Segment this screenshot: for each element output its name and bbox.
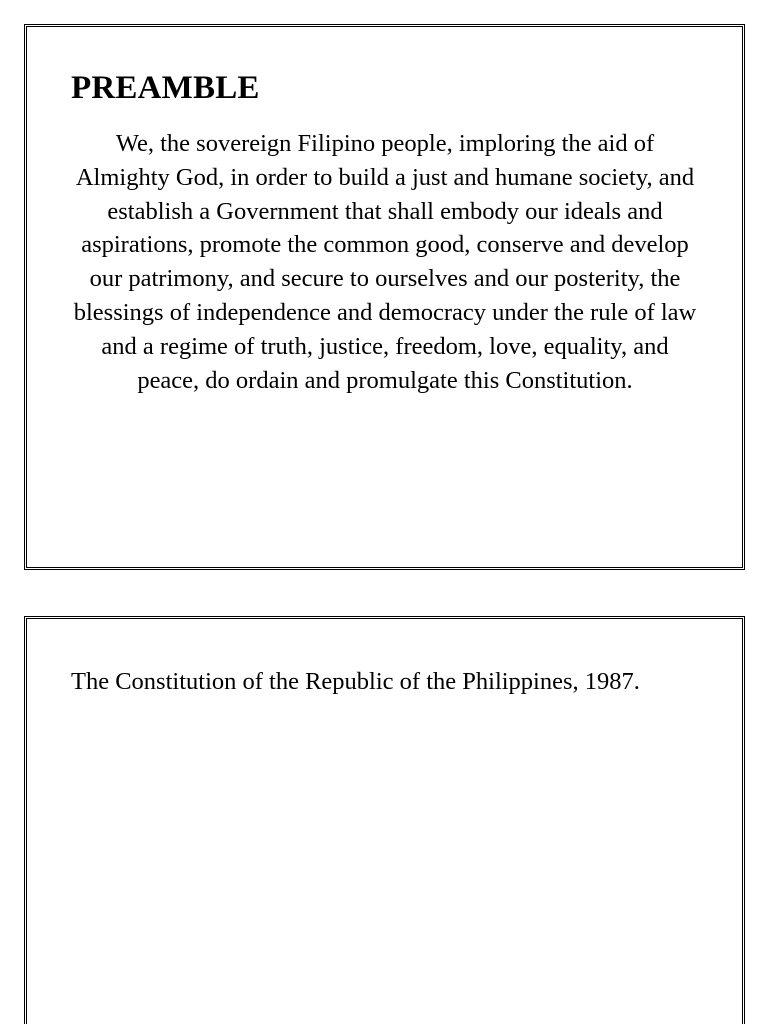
preamble-text: We, the sovereign Filipino people, imploring the aid of Almighty God, in order to build a just and humane society, and establish a Government that shall embody our ideals and aspirations, promote the common good, conserve and develop our patrimony, and secure to ourselves and our posterity, the blessings of independence and democracy under the rule of law and a regime of truth, justice, freedom, love, equality, and peace, do ordain and promulgate this Constitution.	[73, 130, 697, 394]
answer-text: The Constitution of the Republic of the Philippines, 1987.	[71, 668, 640, 695]
answer-card	[24, 616, 745, 1024]
preamble-card	[24, 24, 745, 570]
card-heading: PREAMBLE	[71, 70, 260, 106]
